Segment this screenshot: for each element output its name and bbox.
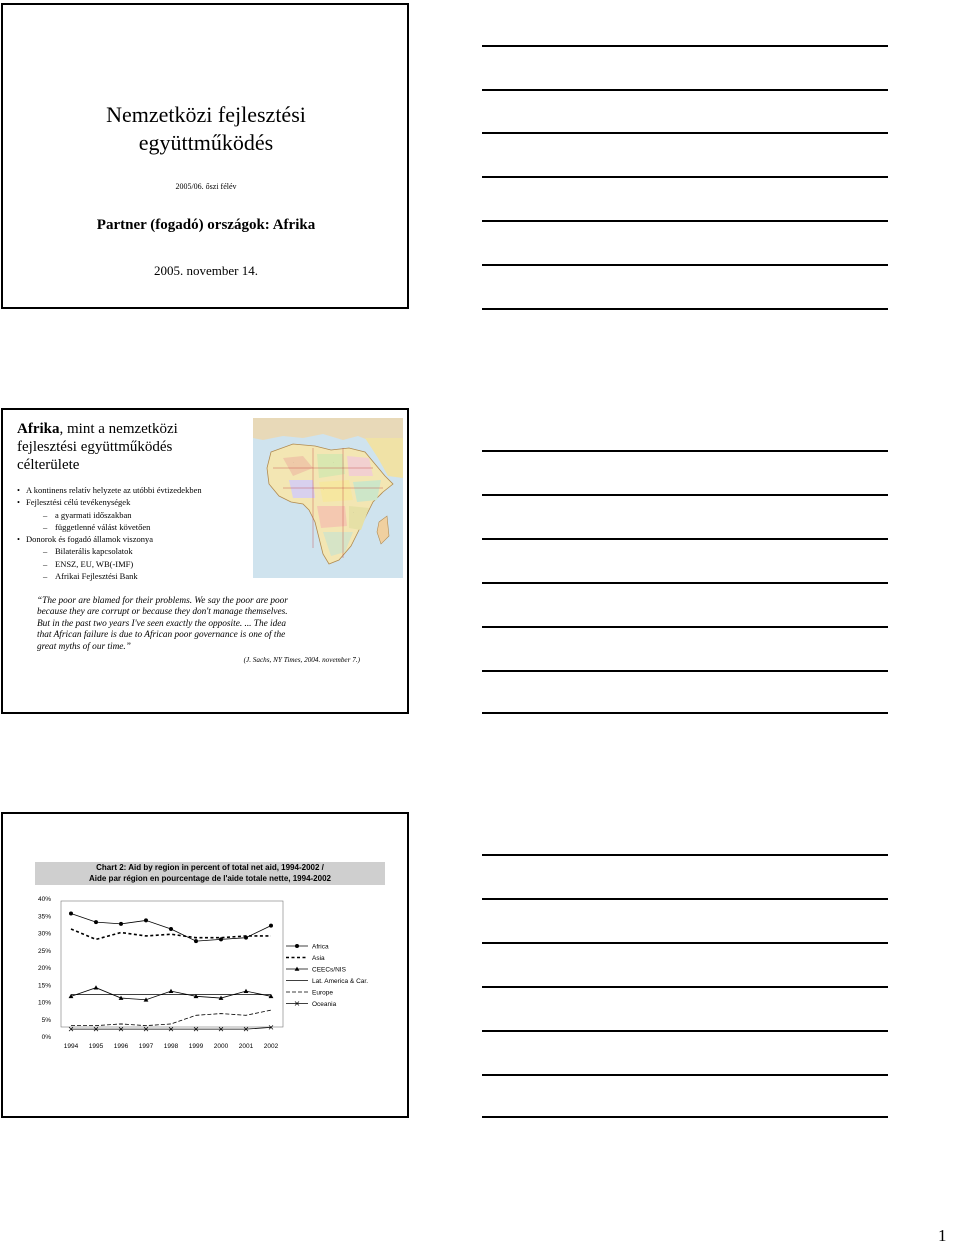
slide-africa-target (1, 408, 409, 714)
note-line (482, 264, 888, 266)
africa-map-image (253, 418, 403, 578)
data-point-africa (169, 927, 173, 931)
note-line (482, 450, 888, 452)
aid-line-chart (31, 886, 368, 1096)
quote-line: great myths of our time.” (37, 641, 131, 652)
data-point-africa (94, 920, 98, 924)
note-line (482, 176, 888, 178)
title-line-1: Nemzetközi fejlesztési (106, 102, 306, 127)
heading-line-3: célterülete (17, 457, 80, 473)
data-point-ceecs-nis (94, 985, 99, 989)
title-line-2: együttműködés (138, 130, 274, 155)
slide-heading (17, 420, 257, 474)
partner-heading: Partner (fogadó) országok: Afrika (96, 217, 316, 233)
note-line (482, 712, 888, 714)
sachs-quote (37, 596, 372, 666)
svg-text:.: . (353, 512, 354, 514)
note-line (482, 1116, 888, 1118)
y-tick-label: 5% (41, 1016, 51, 1024)
chart-title-line-2: Aide par région en pourcentage de l'aide totale nette, 1994-2002 (89, 874, 331, 883)
x-tick-label: 1999 (188, 1043, 204, 1050)
y-tick-label: 35% (37, 913, 51, 921)
note-line (482, 626, 888, 628)
note-line (482, 582, 888, 584)
note-line (482, 494, 888, 496)
x-tick-label: 2000 (213, 1043, 229, 1050)
note-line (482, 898, 888, 900)
y-tick-label: 0% (41, 1034, 51, 1041)
note-line (482, 132, 888, 134)
note-line (482, 854, 888, 856)
list-item: • Fejlesztési célú tevékenységek (17, 496, 257, 508)
note-line (482, 538, 888, 540)
x-tick-label: 2001 (238, 1043, 254, 1050)
data-point-africa (69, 912, 73, 916)
y-tick-label: 40% (37, 896, 51, 903)
semester-subtitle: 2005/06. őszi félév (175, 182, 237, 191)
list-item: • A kontinens relatív helyzete az utóbbi évtizedekben (17, 484, 257, 496)
heading-bold: Afrika (17, 421, 60, 437)
note-line (482, 1030, 888, 1032)
data-point-africa (269, 924, 273, 928)
list-item: • Donorok és fogadó államok viszonya (17, 533, 257, 545)
note-line (482, 670, 888, 672)
x-tick-label: 1997 (138, 1043, 154, 1050)
chart-title-line-1: Chart 2: Aid by region in percent of total net aid, 1994-2002 / (96, 863, 324, 872)
x-tick-label: 1994 (63, 1043, 79, 1050)
bullet-list (17, 484, 257, 582)
legend-label-europe: Europe (312, 989, 333, 997)
note-line (482, 942, 888, 944)
quote-line: because they are corrupt or because they don't manage themselves. (37, 607, 288, 618)
x-tick-label: 2002 (263, 1043, 279, 1050)
data-point-africa (144, 918, 148, 922)
legend-label-lat-america-car: Lat. America & Car. (312, 978, 368, 985)
legend-label-oceania: Oceania (312, 1001, 337, 1008)
quote-text (37, 596, 372, 653)
list-item: – a gyarmati időszakban (17, 509, 257, 521)
y-tick-label: 30% (37, 930, 51, 938)
series-line-europe (71, 1010, 271, 1026)
data-point-ceecs-nis (244, 989, 249, 993)
svg-text:.: . (333, 462, 334, 464)
legend-label-ceecs-nis: CEECs/NIS (312, 966, 346, 974)
quote-source: (J. Sachs, NY Times, 2004. november 7.) (243, 656, 360, 665)
slide-title (1, 3, 409, 309)
plot-area (61, 901, 283, 1027)
x-tick-label: 1996 (113, 1043, 129, 1050)
note-line (482, 220, 888, 222)
slide-aid-chart (1, 812, 409, 1118)
legend-marker-africa (295, 944, 299, 948)
x-tick-label: 1995 (88, 1043, 104, 1050)
data-point-africa (119, 922, 123, 926)
note-line (482, 45, 888, 47)
y-tick-label: 10% (37, 999, 51, 1007)
list-item: – Bilaterális kapcsolatok (17, 545, 257, 557)
quote-line: “The poor are blamed for their problems. We say the poor are poor (37, 596, 288, 606)
data-point-africa (194, 939, 198, 943)
note-line (482, 89, 888, 91)
note-line (482, 1074, 888, 1076)
list-item: – ENSZ, EU, WB(-IMF) (17, 558, 257, 570)
svg-text:.: . (293, 462, 294, 464)
chart-title (35, 862, 385, 885)
heading-line-2: fejlesztési együttműködés (17, 439, 173, 455)
note-line (482, 986, 888, 988)
data-point-ceecs-nis (169, 989, 174, 993)
x-tick-label: 1998 (163, 1043, 179, 1050)
page-number: 1 (938, 1226, 947, 1245)
note-line (482, 308, 888, 310)
quote-line: But in the past two years I've seen exactly the opposite. ... The idea (37, 618, 287, 629)
quote-line: that African failure is due to African poor governance is one of the (37, 630, 286, 641)
lecture-date: 2005. november 14. (154, 263, 258, 278)
y-tick-label: 20% (37, 965, 51, 972)
svg-text:.: . (323, 489, 324, 491)
legend-label-africa: Africa (312, 943, 329, 951)
legend-label-asia: Asia (312, 955, 325, 962)
y-tick-label: 25% (37, 947, 51, 955)
heading-rest: , mint a nemzetközi (59, 421, 178, 437)
list-item: – függetlenné válást követően (17, 521, 257, 533)
slide-title-heading (3, 101, 409, 157)
list-item: – Afrikai Fejlesztési Bank (17, 570, 257, 582)
y-tick-label: 15% (37, 982, 51, 990)
